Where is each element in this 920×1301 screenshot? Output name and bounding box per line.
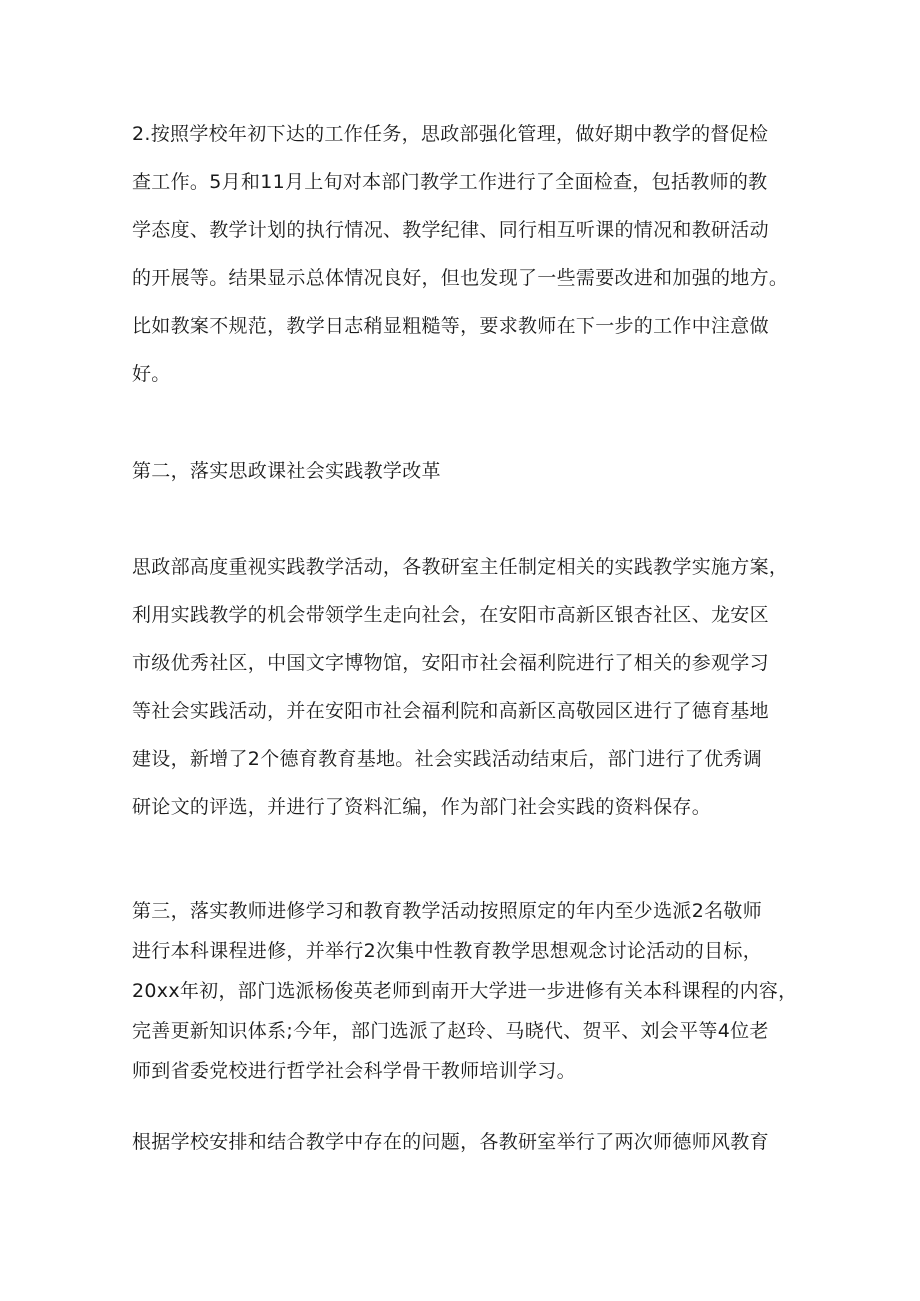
paragraph-1-line-2: 查工作。5月和11月上旬对本部门教学工作进行了全面检查，包括教师的教 [132,171,768,193]
paragraph-1-line-5: 比如教案不规范，教学日志稍显粗糙等，要求教师在下一步的工作中注意做 [132,315,769,337]
section-heading-2: 第二，落实思政课社会实践教学改革 [132,460,441,482]
paragraph-5-line-1: 根据学校安排和结合教学中存在的问题，各教研室举行了两次师德师风教育 [132,1131,769,1153]
paragraph-1-line-3: 学态度、教学计划的执行情况、教学纪律、同行相互听课的情况和教研活动 [132,219,769,241]
paragraph-3-line-6: 研论文的评选，并进行了资料汇编，作为部门社会实践的资料保存。 [132,796,712,818]
paragraph-4-line-1: 第三，落实教师进修学习和教育教学活动按照原定的年内至少选派2名敬师 [132,900,762,922]
paragraph-4-line-2: 进行本科课程进修，并举行2次集中性教育教学思想观念讨论活动的目标， [132,940,762,962]
paragraph-1-line-6: 好。 [132,363,171,385]
paragraph-4-line-5: 师到省委党校进行哲学社会科学骨干教师培训学习。 [132,1060,576,1082]
paragraph-1-line-4: 的开展等。结果显示总体情况良好，但也发现了一些需要改进和加强的地方。 [132,267,789,289]
paragraph-3-line-3: 市级优秀社区，中国文字博物馆，安阳市社会福利院进行了相关的参观学习 [132,652,769,674]
paragraph-4-line-3: 20xx年初，部门选派杨俊英老师到南开大学进一步进修有关本科课程的内容， [132,980,798,1002]
paragraph-3-line-1: 思政部高度重视实践教学活动，各教研室主任制定相关的实践教学实施方案， [132,556,789,578]
paragraph-4-line-4: 完善更新知识体系;今年，部门选派了赵玲、马晓代、贺平、刘会平等4位老 [132,1020,769,1042]
paragraph-3-line-5: 建设，新增了2个德育教育基地。社会实践活动结束后，部门进行了优秀调 [132,748,762,770]
paragraph-3-line-2: 利用实践教学的机会带领学生走向社会，在安阳市高新区银杏社区、龙安区 [132,604,769,626]
paragraph-1-line-1: 2.按照学校年初下达的工作任务，思政部强化管理，做好期中教学的督促检 [132,123,769,145]
paragraph-3-line-4: 等社会实践活动，并在安阳市社会福利院和高新区高敬园区进行了德育基地 [132,700,769,722]
